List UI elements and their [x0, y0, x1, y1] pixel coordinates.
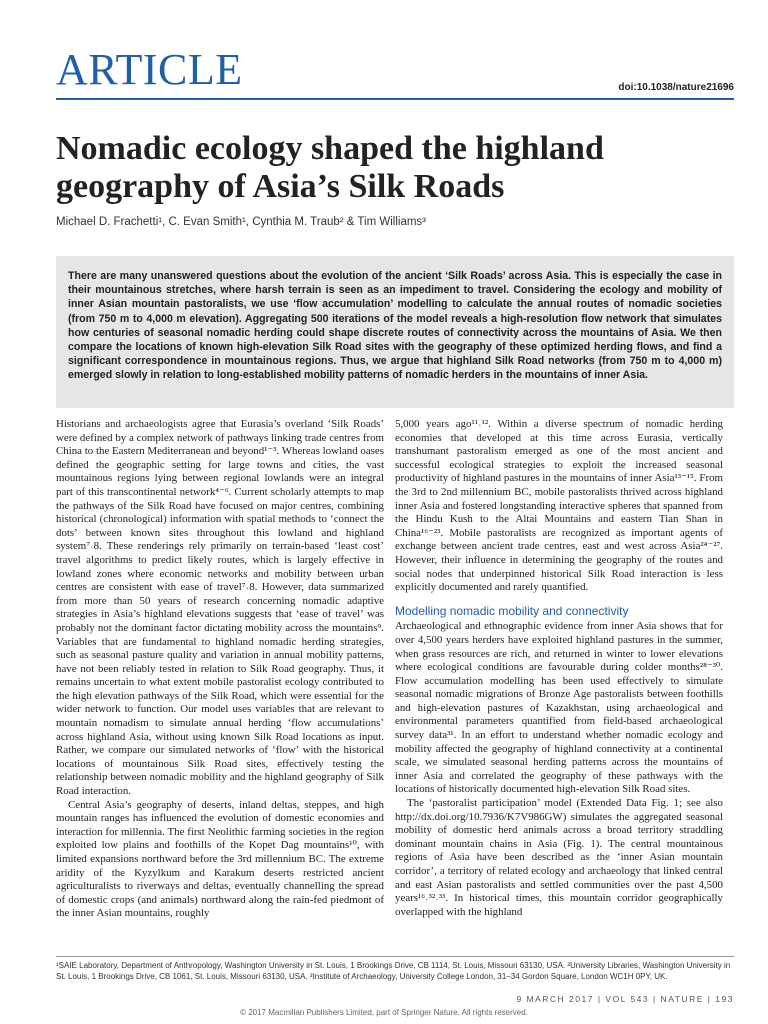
body-paragraph: Archaeological and ethnographic evidence from inner Asia shows that for over 4,500 years herders have exploited highland pastures in the summer, when grass resources are rich, and returned in winter to lower elevations where ecological conditions are favourable during colder months²⁸⁻³⁰. Flow accumulation modelling has been used effectively to simulate seasonal nomadic migrations of Bronze Age pastoralists between foothills and high-elevation pastures of Kazakhstan, using archaeological and environmental parameters quantified from field-based archaeological survey data³¹. In an effort to understand whether nomadic ecology and mobility affected the geography of highland connectivity at a continental scale, we simulated seasonal herding patterns across the mountains of inner Asia and correlated the geography of these pathways with the locations of historically documented high-elevation Silk Road sites.	[395, 620, 723, 796]
issue-info: 9 MARCH 2017 | VOL 543 | NATURE | 193	[516, 994, 734, 1004]
body-column-left	[56, 418, 384, 921]
doi-link[interactable]: doi:10.1038/nature21696	[618, 82, 734, 93]
abstract-box: There are many unanswered questions about the evolution of the ancient ‘Silk Roads’ across Asia. This is especially the case in their mountainous stretches, where harsh terrain is seen as an impediment to travel. Considering the ecology and mobility of inner Asian mountain pastoralists, we use ‘flow accumulation’ modelling to calculate the annual routes of nomadic societies (from 750 m to 4,000 m elevation). Aggregating 500 iterations of the model reveals a high-resolution flow network that simulates how centuries of seasonal nomadic herding could shape discrete routes of connectivity across the mountains of Asia. We then compare the locations of known high-elevation Silk Road sites with the geography of these optimized herding flows, and find a significant correspondence in mountainous regions. Thus, we argue that highland Silk Road networks (from 750 m to 4,000 m) emerged slowly in relation to long-established mobility patterns of nomadic herders in the mountains of inner Asia.	[56, 256, 734, 408]
body-paragraph: 5,000 years ago¹¹˒¹². Within a diverse spectrum of nomadic herding economies that developed at this time across Eurasia, vertically transhumant pastoralism emerged as one of the most ancient and successful ecological strategies to exploit the increased seasonal productivity of highland pastures in the mountains of inner Asia¹³⁻¹⁵. From the 3rd to 2nd millennium BC, mobile pastoralists thrived across highland inner Asia and fostered longstanding interactive spheres that spanned from the Hindu Kush to the Altai Mountains and eastern Tian Shan in China¹⁶⁻²³. Mobile pastoralists are recognized as important agents of exchange between ancient trade centres, east and west across Asia²⁴⁻²⁷. However, their influence in determining the geography of the routes and social nodes that underpinned historical Silk Road interaction is less explicitly documented and rarely quantified.	[395, 418, 723, 594]
body-column-right	[395, 418, 723, 919]
footnote-divider	[56, 956, 734, 957]
affiliations-footnote: ¹SAIE Laboratory, Department of Anthropology, Washington University in St. Louis, 1 Brookings Drive, CB 1114, St. Louis, Missouri 63130, USA. ²University Libraries, Washington University in St. Louis, 1 Brookings Drive, CB 1061, St. Louis, Missouri 63130, USA. ³Institute of Archaeology, University College London, 31–34 Gordon Square, London WC1H 0PY, UK.	[56, 961, 731, 981]
header-divider	[56, 98, 734, 100]
body-paragraph: Historians and archaeologists agree that Eurasia’s overland ‘Silk Roads’ were defined by a complex network of pathways linking trade centres from China to the Eastern Mediterranean and beyond¹⁻³. Whereas lowland oases defined the geographic setting for large towns and cities, the vast mountainous regions lying between regional lowlands were an integral part of this transcontinental network⁴⁻⁶. Current scholarly attempts to map the pathways of the Silk Road have focused on major centres, combining historical (chronological) information with spatial methods to ‘connect the dots’ between known sites throughout this lowland and highland system⁷˒8. These renderings rely primarily on terrain-based ‘least cost’ travel algorithms to predict likely routes, which is largely effective in lowland zones where economic networks and mobility between urban centres are consistent with ease of travel⁷˒8. However, data summarized from more than 50 years of research concerning nomadic adaptive strategies in Asia’s highland elevations suggests that ‘ease of travel’ was probably not the dominant factor dictating mobility across the mountains⁹. Variables that are fundamental to highland nomadic herding strategies, such as seasonal pasture quality and variation in annual mobility patterns, have not been reliably tested in relation to Silk Road geography. Thus, it remains uncertain to what extent mobile pastoralist ecology contributed to the high elevation pathways of the Silk Road, which were essential for the wider network to function. Our model uses variables that are relevant to mountain nomadism to simulate annual herding ‘flow accumulations’ across highland Asia, without using known Silk Road locations as input. Rather, we compare our simulated networks of ‘flow’ with the historical locations of mountainous Silk Road sites, effectively testing the relationship between nomadic mobility and the highland geography of Silk Road interaction.	[56, 418, 384, 798]
body-paragraph: Central Asia’s geography of deserts, inland deltas, steppes, and high mountain ranges has influenced the evolution of domestic economies and interaction for millennia. The first Neolithic farming societies in the region exploited low plains and foothills of the Kopet Dag mountains¹⁰, with limited expansions northward before the 3rd millennium BC. The extreme aridity of the Kyzylkum and Karakum deserts restricted ancient agriculturalists to riverways and deltas, eventually channelling the spread of domestic crops (and animals) northward along the rain-fed piedmont of the inner Asian mountains, roughly	[56, 798, 384, 920]
section-label: ARTICLE	[56, 45, 243, 94]
author-list: Michael D. Frachetti¹, C. Evan Smith¹, Cynthia M. Traub² & Tim Williams³	[56, 216, 426, 228]
copyright-notice: © 2017 Macmillan Publishers Limited, part of Springer Nature. All rights reserved.	[240, 1008, 528, 1017]
article-title: Nomadic ecology shaped the highland geography of Asia’s Silk Roads	[56, 130, 604, 205]
section-heading: Modelling nomadic mobility and connectivity	[395, 603, 629, 618]
body-paragraph: The ‘pastoralist participation’ model (Extended Data Fig. 1; see also http://dx.doi.org/10.7936/K7V986GW) simulates the aggregated seasonal mobility of domestic herd animals across a broad territory straddling dominant mountain chains in Asia (Fig. 1). The central mountainous regions of Asia have been described as the ‘inner Asian mountain corridor’, a territory of related ecology and archaeology that linked central and east Asian pastoralists and settled communities over the past 4,500 years¹⁶˒³²˒³³. In historical times, this mountain corridor geographically overlapped with the highland	[395, 797, 723, 918]
